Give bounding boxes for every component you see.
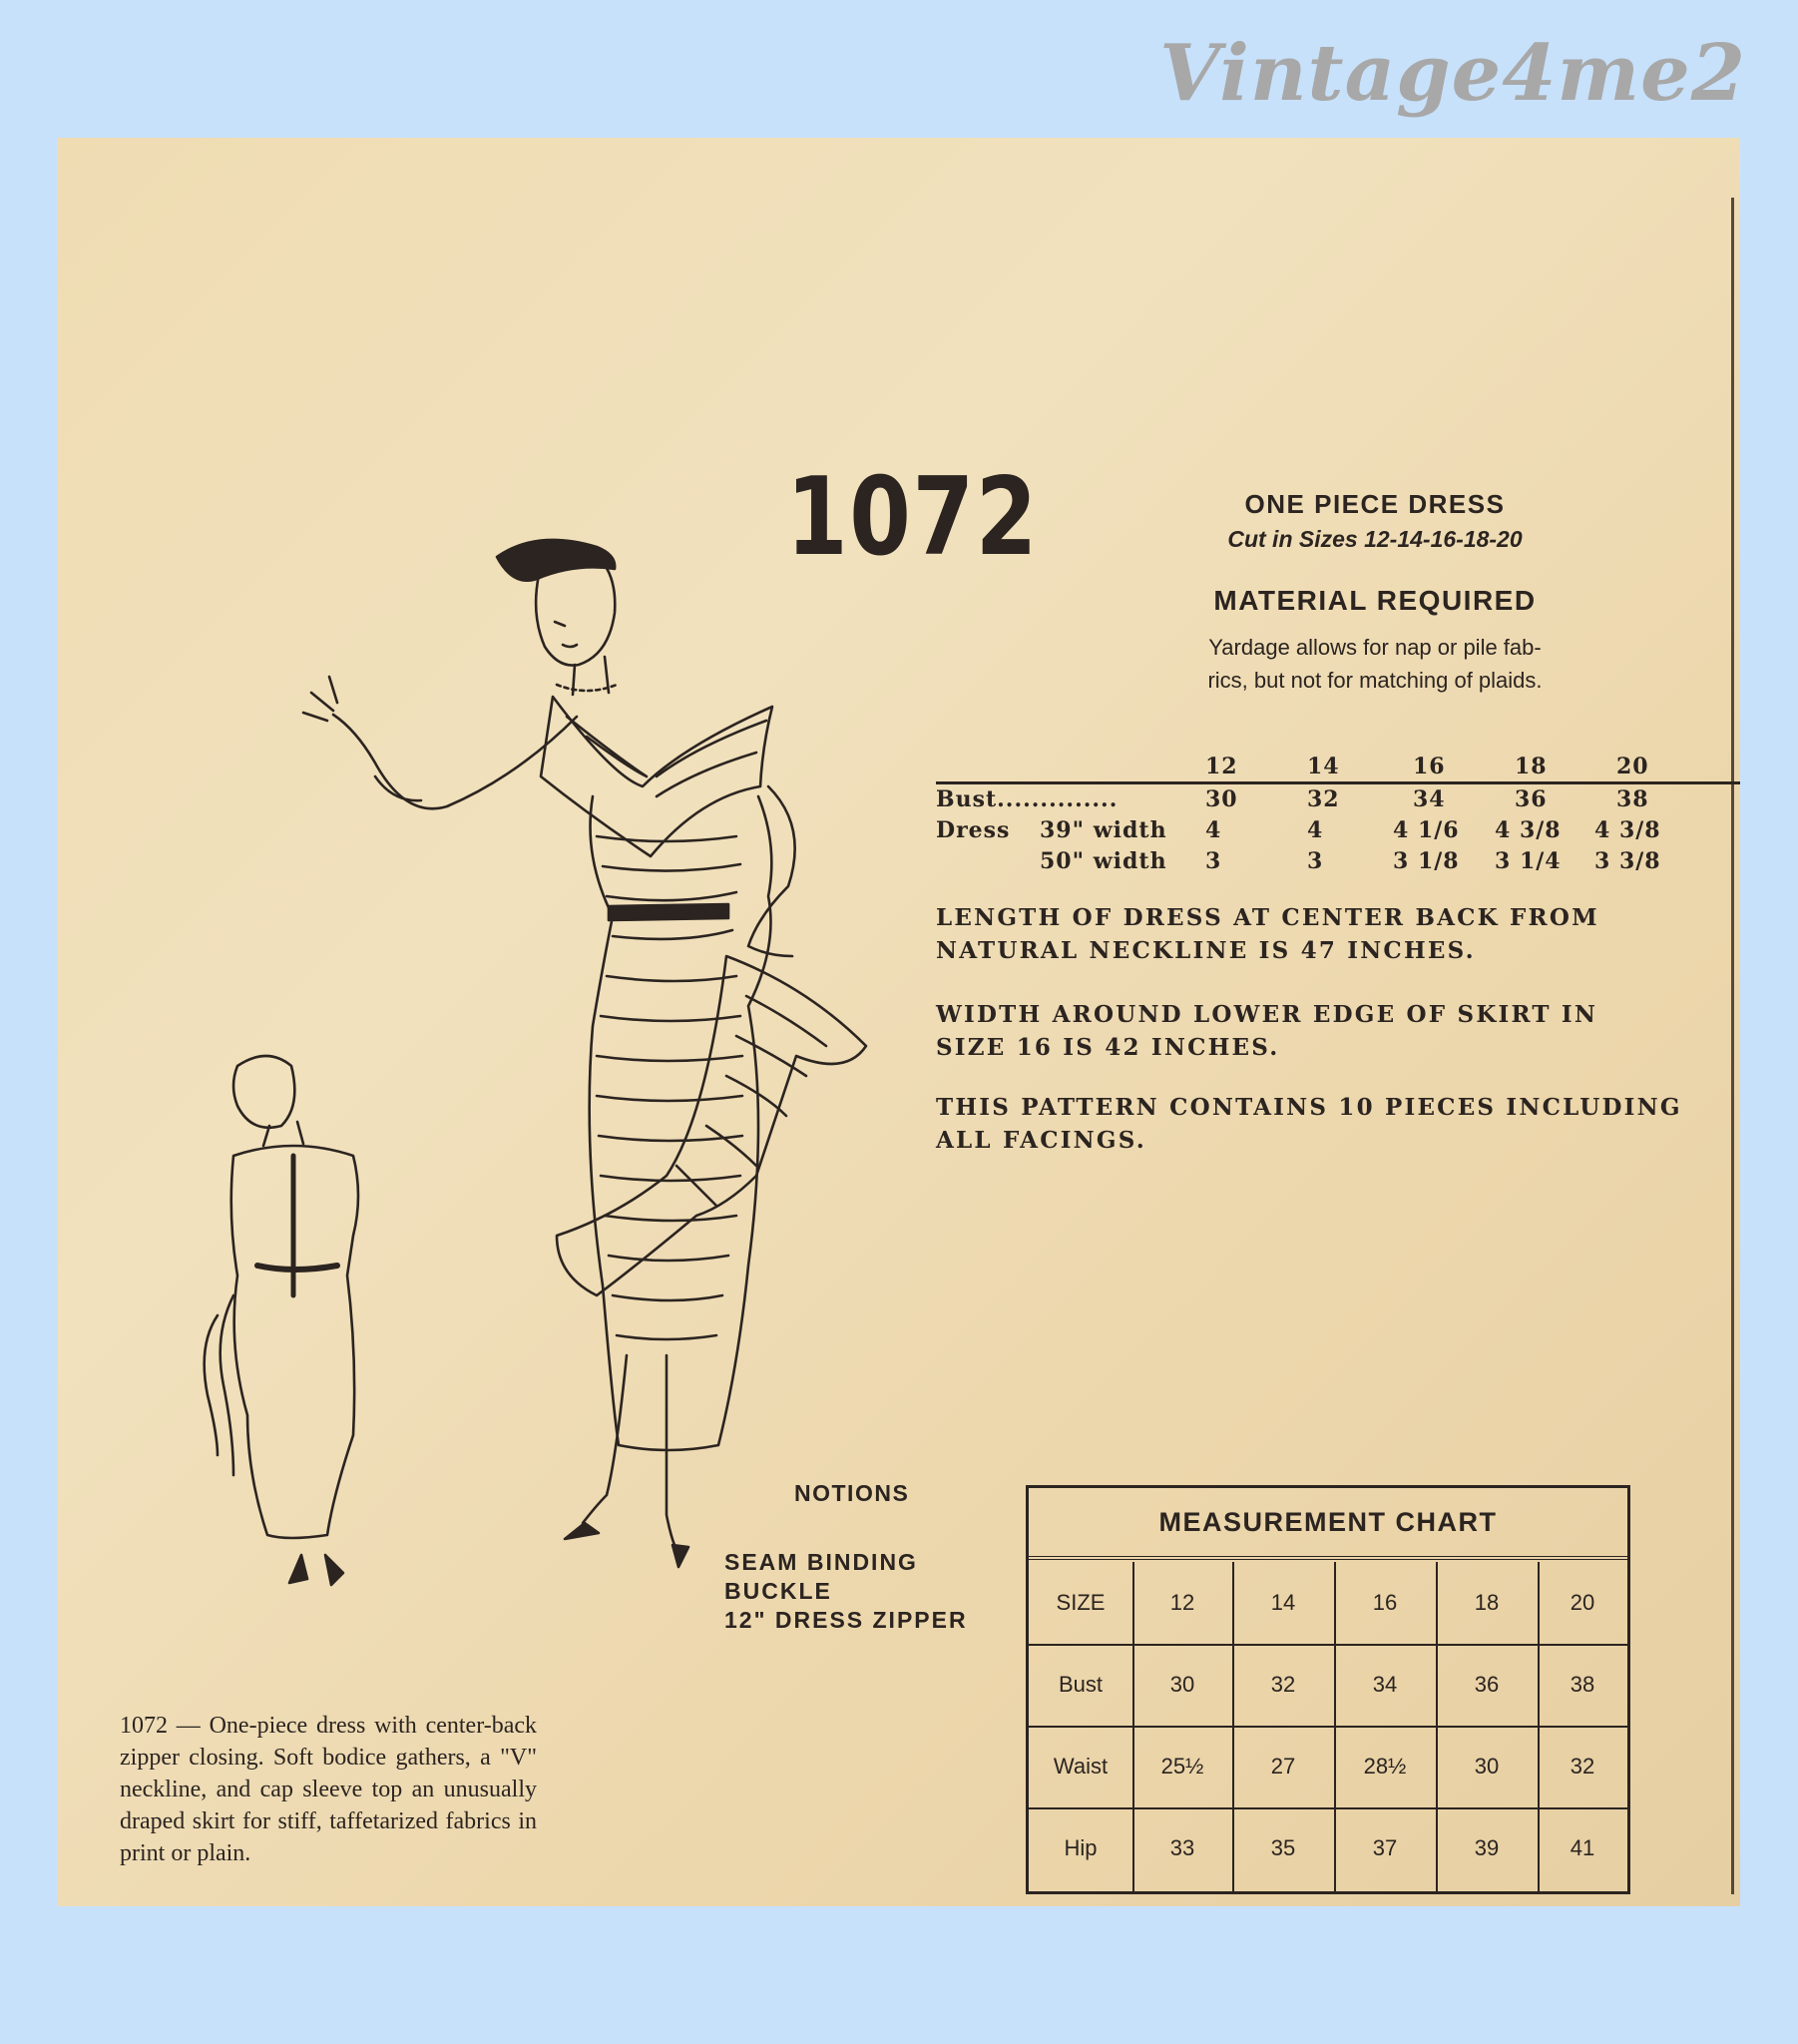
value-cell: 4 3/8 bbox=[1594, 817, 1661, 843]
page-edge-divider bbox=[1731, 198, 1734, 1894]
value-cell: 32 bbox=[1307, 786, 1340, 812]
size-cell: 12 bbox=[1169, 1590, 1195, 1615]
value-cell: 3 1/4 bbox=[1495, 848, 1562, 874]
dress-title: ONE PIECE DRESS bbox=[1244, 489, 1506, 519]
measurement-grid bbox=[1029, 1562, 1627, 1891]
measurement-chart-title: MEASUREMENT CHART bbox=[1029, 1488, 1627, 1560]
material-heading: MATERIAL REQUIRED bbox=[1213, 585, 1537, 616]
dress-illustration bbox=[58, 138, 936, 1906]
waist-cell: 32 bbox=[1570, 1754, 1595, 1779]
value-cell: 34 bbox=[1413, 786, 1446, 812]
bust-cell: 38 bbox=[1570, 1672, 1595, 1697]
row-label-hip: Hip bbox=[1064, 1835, 1098, 1860]
pattern-number: 1072 bbox=[786, 455, 1040, 580]
notions-heading: NOTIONS bbox=[794, 1480, 910, 1506]
yardage-table bbox=[936, 752, 1740, 877]
value-cell: 38 bbox=[1616, 786, 1649, 812]
row-label-bust: Bust bbox=[1058, 1672, 1104, 1697]
spec-pieces bbox=[936, 1091, 1714, 1157]
value-cell: 36 bbox=[1515, 786, 1548, 812]
value-cell: 4 3/8 bbox=[1495, 817, 1562, 843]
size-cell: 18 bbox=[1515, 754, 1548, 779]
spec-line: WIDTH AROUND LOWER EDGE OF SKIRT IN bbox=[936, 1001, 1598, 1028]
watermark-logo: Vintage4me2 bbox=[1159, 28, 1746, 119]
title-block bbox=[1076, 489, 1674, 553]
row-label-waist: Waist bbox=[1053, 1754, 1109, 1779]
notions-list bbox=[724, 1548, 968, 1635]
bust-cell: 34 bbox=[1372, 1672, 1398, 1697]
size-cell: 14 bbox=[1307, 754, 1340, 779]
value-cell: 4 1/6 bbox=[1393, 817, 1460, 843]
waist-cell: 25½ bbox=[1160, 1754, 1204, 1779]
hip-cell: 41 bbox=[1570, 1835, 1595, 1860]
value-cell: 4 bbox=[1307, 817, 1324, 843]
size-cell: 18 bbox=[1474, 1590, 1500, 1615]
waist-cell: 30 bbox=[1474, 1754, 1500, 1779]
hip-cell: 39 bbox=[1474, 1835, 1500, 1860]
spec-length bbox=[936, 901, 1714, 967]
spec-line: LENGTH OF DRESS AT CENTER BACK FROM bbox=[936, 904, 1599, 931]
value-cell: 3 bbox=[1307, 848, 1324, 874]
yardage-row-39 bbox=[936, 815, 1740, 846]
notion-item: 12" DRESS ZIPPER bbox=[724, 1607, 968, 1633]
row-label: Dress bbox=[936, 817, 1011, 843]
spec-line: ALL FACINGS. bbox=[936, 1127, 1146, 1154]
value-cell: 3 bbox=[1205, 848, 1222, 874]
spec-width bbox=[936, 998, 1714, 1064]
bust-cell: 32 bbox=[1270, 1672, 1296, 1697]
yardage-row-bust bbox=[936, 784, 1740, 815]
row-sublabel: 50" width bbox=[1040, 848, 1167, 874]
row-label-size: SIZE bbox=[1056, 1590, 1106, 1615]
notion-item: SEAM BINDING bbox=[724, 1549, 918, 1575]
material-note-line: rics, but not for matching of plaids. bbox=[1207, 668, 1543, 693]
pattern-description: 1072 — One-piece dress with center-back zipper closing. Soft bodice gathers, a "V" neckline, and cap sleeve top an unusually draped skirt for stiff, taffetarized fabrics in print or plain. bbox=[120, 1713, 537, 1866]
size-cell: 14 bbox=[1270, 1590, 1296, 1615]
cut-sizes: Cut in Sizes 12-14-16-18-20 bbox=[1227, 526, 1523, 552]
bust-cell: 30 bbox=[1169, 1672, 1195, 1697]
hip-cell: 37 bbox=[1372, 1835, 1398, 1860]
bust-cell: 36 bbox=[1474, 1672, 1500, 1697]
row-label: Bust.............. bbox=[936, 786, 1119, 812]
value-cell: 30 bbox=[1205, 786, 1238, 812]
value-cell: 4 bbox=[1205, 817, 1222, 843]
spec-line: SIZE 16 IS 42 INCHES. bbox=[936, 1034, 1280, 1061]
waist-cell: 28½ bbox=[1363, 1754, 1407, 1779]
row-sublabel: 39" width bbox=[1040, 817, 1167, 843]
value-cell: 3 3/8 bbox=[1594, 848, 1661, 874]
spec-line: NATURAL NECKLINE IS 47 INCHES. bbox=[936, 937, 1476, 964]
yardage-size-header bbox=[936, 752, 1740, 784]
size-cell: 16 bbox=[1413, 754, 1446, 779]
size-cell: 16 bbox=[1372, 1590, 1398, 1615]
value-cell: 3 1/8 bbox=[1393, 848, 1460, 874]
yardage-row-50 bbox=[936, 846, 1740, 877]
spec-line: THIS PATTERN CONTAINS 10 PIECES INCLUDING bbox=[936, 1094, 1682, 1121]
size-cell: 20 bbox=[1570, 1590, 1595, 1615]
measurement-chart bbox=[1026, 1485, 1630, 1894]
material-note bbox=[1076, 631, 1674, 697]
hip-cell: 35 bbox=[1270, 1835, 1296, 1860]
pattern-envelope bbox=[58, 138, 1740, 1906]
hip-cell: 33 bbox=[1169, 1835, 1195, 1860]
size-cell: 12 bbox=[1205, 754, 1238, 779]
material-note-line: Yardage allows for nap or pile fab- bbox=[1208, 635, 1542, 660]
size-cell: 20 bbox=[1616, 754, 1649, 779]
waist-cell: 27 bbox=[1270, 1754, 1296, 1779]
notion-item: BUCKLE bbox=[724, 1578, 832, 1604]
